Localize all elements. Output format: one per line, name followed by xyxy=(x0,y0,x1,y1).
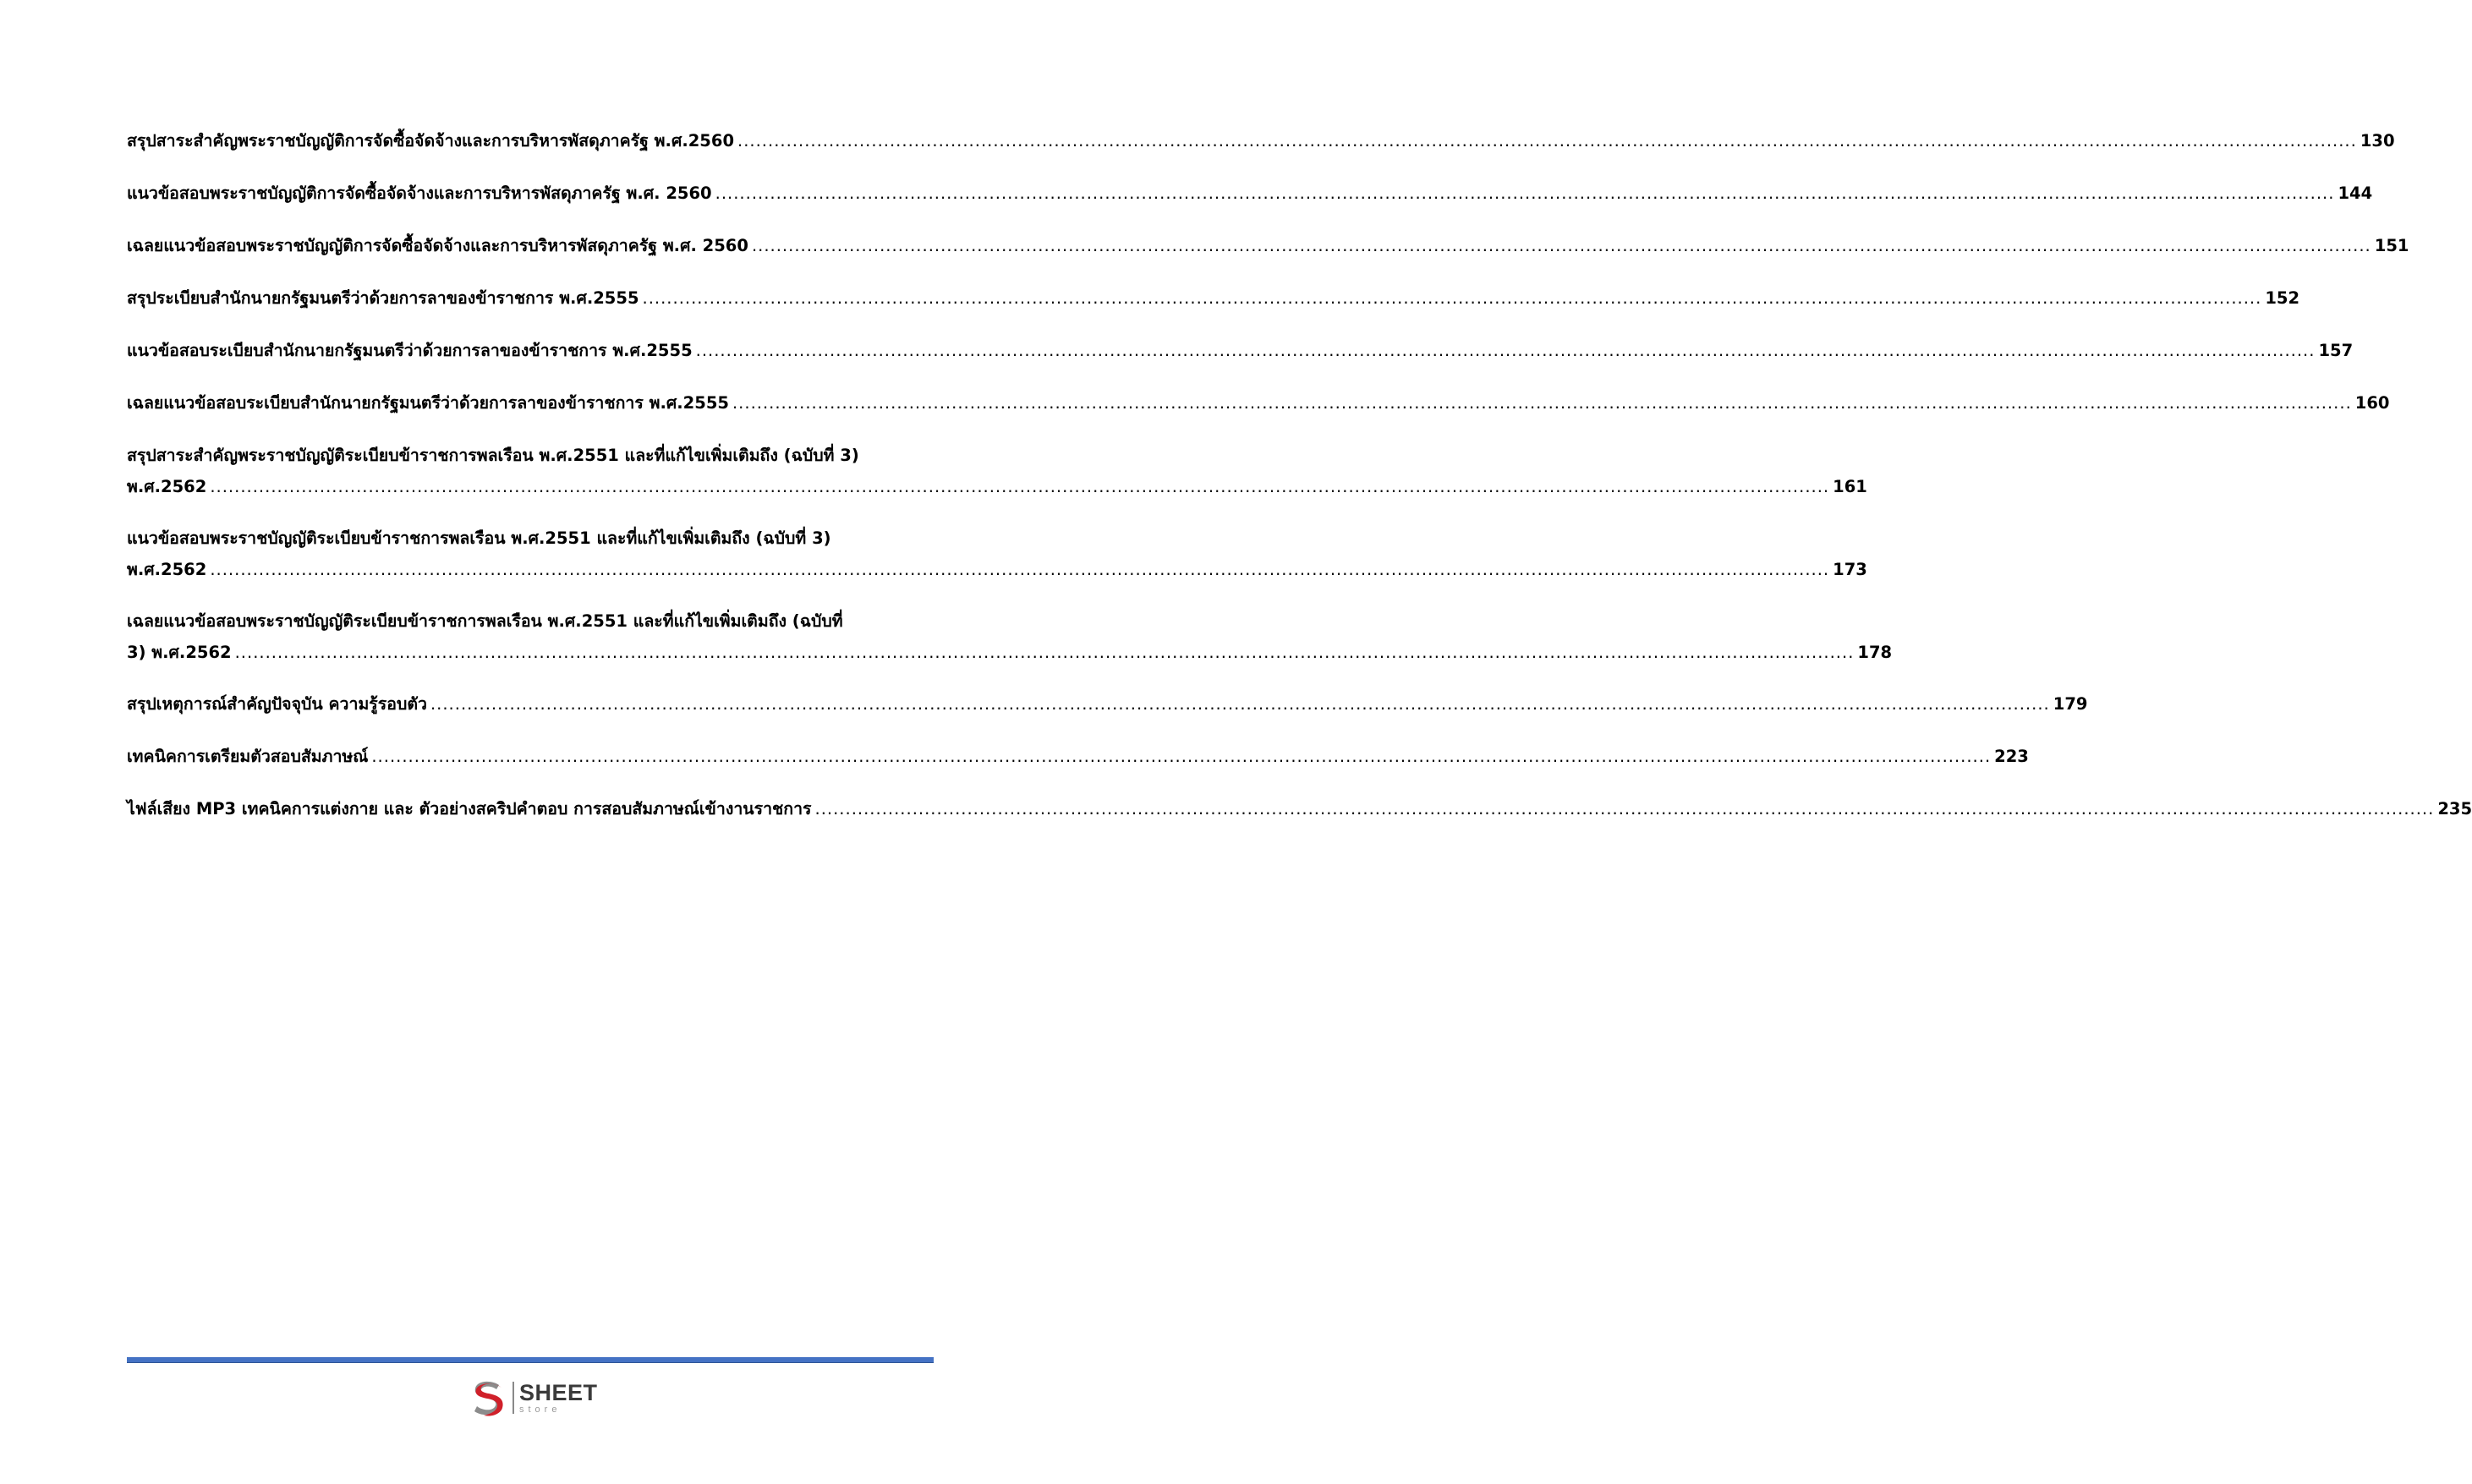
toc-entry-page: 178 xyxy=(1857,643,1893,662)
toc-entry[interactable] xyxy=(127,387,2390,419)
dot-leader xyxy=(235,638,1855,668)
toc-entry-page: 179 xyxy=(2053,694,2088,714)
toc-entry[interactable] xyxy=(127,688,2088,720)
toc-entry-line xyxy=(127,741,2029,773)
toc-entry-title: เทคนิคการเตรียมตัวสอบสัมภาษณ์ xyxy=(127,747,369,766)
toc-entry-line xyxy=(127,178,2373,210)
toc-entry-line xyxy=(127,335,2354,367)
toc-entry-title: เฉลยแนวข้อสอบระเบียบสำนักนายกรัฐมนตรีว่าด้วยการลาของข้าราชการ พ.ศ.2555 xyxy=(127,393,729,413)
toc-entry-title: สรุปสาระสำคัญพระราชบัญญัติการจัดซื้อจัดจ้างและการบริหารพัสดุภาครัฐ พ.ศ.2560 xyxy=(127,131,735,151)
toc-entry-page: 144 xyxy=(2338,183,2373,203)
toc-entry-page: 130 xyxy=(2360,131,2395,151)
toc-entry-page: 157 xyxy=(2318,341,2354,360)
dot-leader xyxy=(210,555,1829,585)
dot-leader xyxy=(732,387,2352,419)
toc-entry-line xyxy=(127,282,2300,315)
dot-leader xyxy=(715,178,2335,210)
toc-entry-line xyxy=(127,387,2390,419)
toc-entry-line xyxy=(127,638,1893,668)
toc-entry-title-continued: 3) พ.ศ.2562 xyxy=(127,643,232,662)
logo-wordmark xyxy=(519,1379,598,1415)
toc-entry-line xyxy=(127,793,2472,825)
toc-entry-page: 235 xyxy=(2437,799,2472,819)
toc-entry-title-continued: พ.ศ.2562 xyxy=(127,477,207,496)
toc-entry[interactable] xyxy=(127,793,2472,825)
toc-entry-title: เฉลยแนวข้อสอบพระราชบัญญัติการจัดซื้อจัดจ้างและการบริหารพัสดุภาครัฐ พ.ศ. 2560 xyxy=(127,236,748,255)
toc-entry-line xyxy=(127,125,2395,157)
toc-entry[interactable] xyxy=(127,335,2354,367)
toc-entry[interactable] xyxy=(127,178,2373,210)
toc-entry-page: 223 xyxy=(1994,747,2029,766)
toc-entry[interactable] xyxy=(127,282,2300,315)
toc-entry-title: เฉลยแนวข้อสอบพระราชบัญญัติระเบียบข้าราชการพลเรือน พ.ศ.2551 และที่แก้ไขเพิ่มเติมถึง (ฉบับที่ xyxy=(127,611,843,631)
toc-entry-page: 160 xyxy=(2354,393,2390,413)
dot-leader xyxy=(737,125,2357,157)
sheet-store-logo xyxy=(467,1375,598,1421)
toc-entry-title: แนวข้อสอบพระราชบัญญัติระเบียบข้าราชการพลเรือน พ.ศ.2551 และที่แก้ไขเพิ่มเติมถึง (ฉบับที่ 3) xyxy=(127,528,831,548)
table-of-contents xyxy=(127,125,2472,846)
toc-entry-line xyxy=(127,472,1867,502)
toc-entry-line xyxy=(127,440,927,472)
toc-entry-title: แนวข้อสอบระเบียบสำนักนายกรัฐมนตรีว่าด้วยการลาของข้าราชการ พ.ศ.2555 xyxy=(127,341,693,360)
toc-entry[interactable] xyxy=(127,125,2395,157)
dot-leader xyxy=(815,793,2435,825)
dot-leader xyxy=(430,688,2050,720)
dot-leader xyxy=(696,335,2316,367)
toc-entry-title: สรุปสาระสำคัญพระราชบัญญัติระเบียบข้าราชการพลเรือน พ.ศ.2551 และที่แก้ไขเพิ่มเติมถึง (ฉบับที่ 3) xyxy=(127,446,859,465)
toc-entry[interactable] xyxy=(127,230,2409,262)
dot-leader xyxy=(752,230,2371,262)
toc-entry-page: 173 xyxy=(1833,560,1867,579)
logo-sub-text: store xyxy=(519,1404,562,1415)
sheet-store-s-icon xyxy=(467,1377,509,1419)
toc-entry[interactable] xyxy=(127,605,1893,668)
toc-entry[interactable] xyxy=(127,741,2029,773)
toc-entry-title: สรุปเหตุการณ์สำคัญปัจจุบัน ความรู้รอบตัว xyxy=(127,694,427,714)
dot-leader xyxy=(371,741,1991,773)
toc-entry-title: ไฟล์เสียง MP3 เทคนิคการแต่งกาย และ ตัวอย่างสคริปคำตอบ การสอบสัมภาษณ์เข้างานราชการ xyxy=(127,799,812,819)
toc-entry-title: แนวข้อสอบพระราชบัญญัติการจัดซื้อจัดจ้างและการบริหารพัสดุภาครัฐ พ.ศ. 2560 xyxy=(127,183,712,203)
toc-entry-line xyxy=(127,555,1867,585)
toc-entry-title-continued: พ.ศ.2562 xyxy=(127,560,207,579)
toc-entry-page: 152 xyxy=(2265,288,2300,308)
toc-entry-title: สรุประเบียบสำนักนายกรัฐมนตรีว่าด้วยการลาของข้าราชการ พ.ศ.2555 xyxy=(127,288,639,308)
logo-divider xyxy=(512,1382,514,1414)
toc-entry-line xyxy=(127,523,927,555)
footer-rule xyxy=(127,1357,934,1363)
dot-leader xyxy=(210,472,1829,502)
toc-entry[interactable] xyxy=(127,440,1867,502)
toc-entry-line xyxy=(127,605,927,638)
toc-entry-page: 161 xyxy=(1833,477,1867,496)
dot-leader xyxy=(643,282,2262,315)
toc-entry-line xyxy=(127,688,2088,720)
toc-entry[interactable] xyxy=(127,523,1867,585)
toc-entry-line xyxy=(127,230,2409,262)
toc-entry-page: 151 xyxy=(2374,236,2409,255)
logo-brand-text: SHEET xyxy=(519,1379,598,1405)
